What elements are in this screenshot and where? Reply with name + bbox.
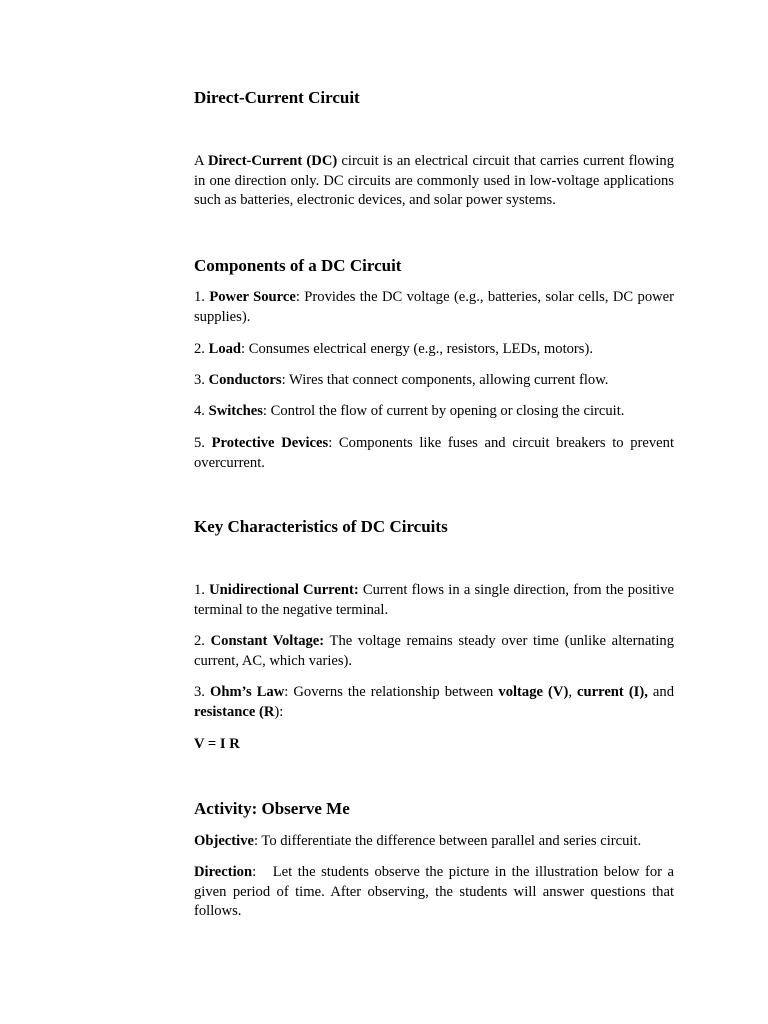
characteristic-item [194,581,674,620]
direction-text: : Let the students observe the picture in the illustration below for a given period of time. After observing, the students will answer questions that follows. [194,864,678,919]
component-term: Conductors [208,372,282,388]
component-term: Load [208,341,242,357]
formula-text: V = I R [194,736,240,752]
direction-label: Direction [194,864,253,880]
separator-text: , [568,684,578,700]
intro-text: circuit is an electrical circuit that carries current flowing in one direction only. DC circuits are commonly used in low-voltage applications such as batteries, electronic devices, and solar power systems. [194,153,674,208]
activity-direction [194,863,678,922]
ohms-law-item [194,683,674,722]
characteristic-term: Unidirectional Current: [209,582,359,598]
component-item [194,402,674,422]
characteristic-item [194,632,674,671]
components-heading: Components of a DC Circuit [194,256,402,275]
separator-text: and [647,684,675,700]
page-title: Direct-Current Circuit [194,88,360,107]
component-item [194,371,674,391]
component-text: : Provides the DC voltage (e.g., batteries, solar cells, DC power supplies). [194,289,675,325]
objective-text: : To differentiate the difference between parallel and series circuit. [253,833,642,849]
characteristic-number: 2. [194,633,211,649]
component-text: : Components like fuses and circuit breakers to prevent overcurrent. [194,435,674,471]
component-item [194,340,674,360]
characteristic-number: 1. [194,582,210,598]
ohms-law-term: Ohm’s Law [210,684,285,700]
component-text: : Consumes electrical energy (e.g., resistors, LEDs, motors). [241,341,593,357]
characteristics-heading: Key Characteristics of DC Circuits [194,517,448,536]
component-text: : Wires that connect components, allowing current flow. [281,372,609,388]
ohms-law-text: : Governs the relationship between [284,684,499,700]
ohms-law-number: 3. [194,684,211,700]
objective-label: Objective [194,833,254,849]
characteristic-text: Current flows in a single direction, from the positive terminal to the negative terminal. [194,582,674,618]
component-number: 1. [194,289,210,305]
component-number: 5. [194,435,212,451]
component-text: : Control the flow of current by opening or closing the circuit. [262,403,625,419]
intro-paragraph [194,152,674,211]
component-number: 4. [194,403,209,419]
component-number: 3. [194,372,209,388]
ohms-law-formula [194,735,674,755]
activity-heading: Activity: Observe Me [194,799,350,818]
characteristic-text: The voltage remains steady over time (unlike alternating current, AC, which varies). [194,633,674,669]
component-item [194,434,674,473]
component-number: 2. [194,341,209,357]
component-term: Switches [208,403,263,419]
resistance-term: resistance (R [194,703,275,720]
activity-objective [194,832,674,852]
component-term: Power Source [209,289,296,305]
voltage-term: voltage (V) [498,684,569,700]
intro-lead: A [194,153,208,169]
characteristic-term: Constant Voltage: [210,633,325,649]
current-term: current (I), [577,684,648,700]
intro-term: Direct-Current (DC) [207,153,338,169]
component-term: Protective Devices [211,435,329,451]
ohms-law-end: ): [274,703,284,720]
component-item [194,288,674,327]
